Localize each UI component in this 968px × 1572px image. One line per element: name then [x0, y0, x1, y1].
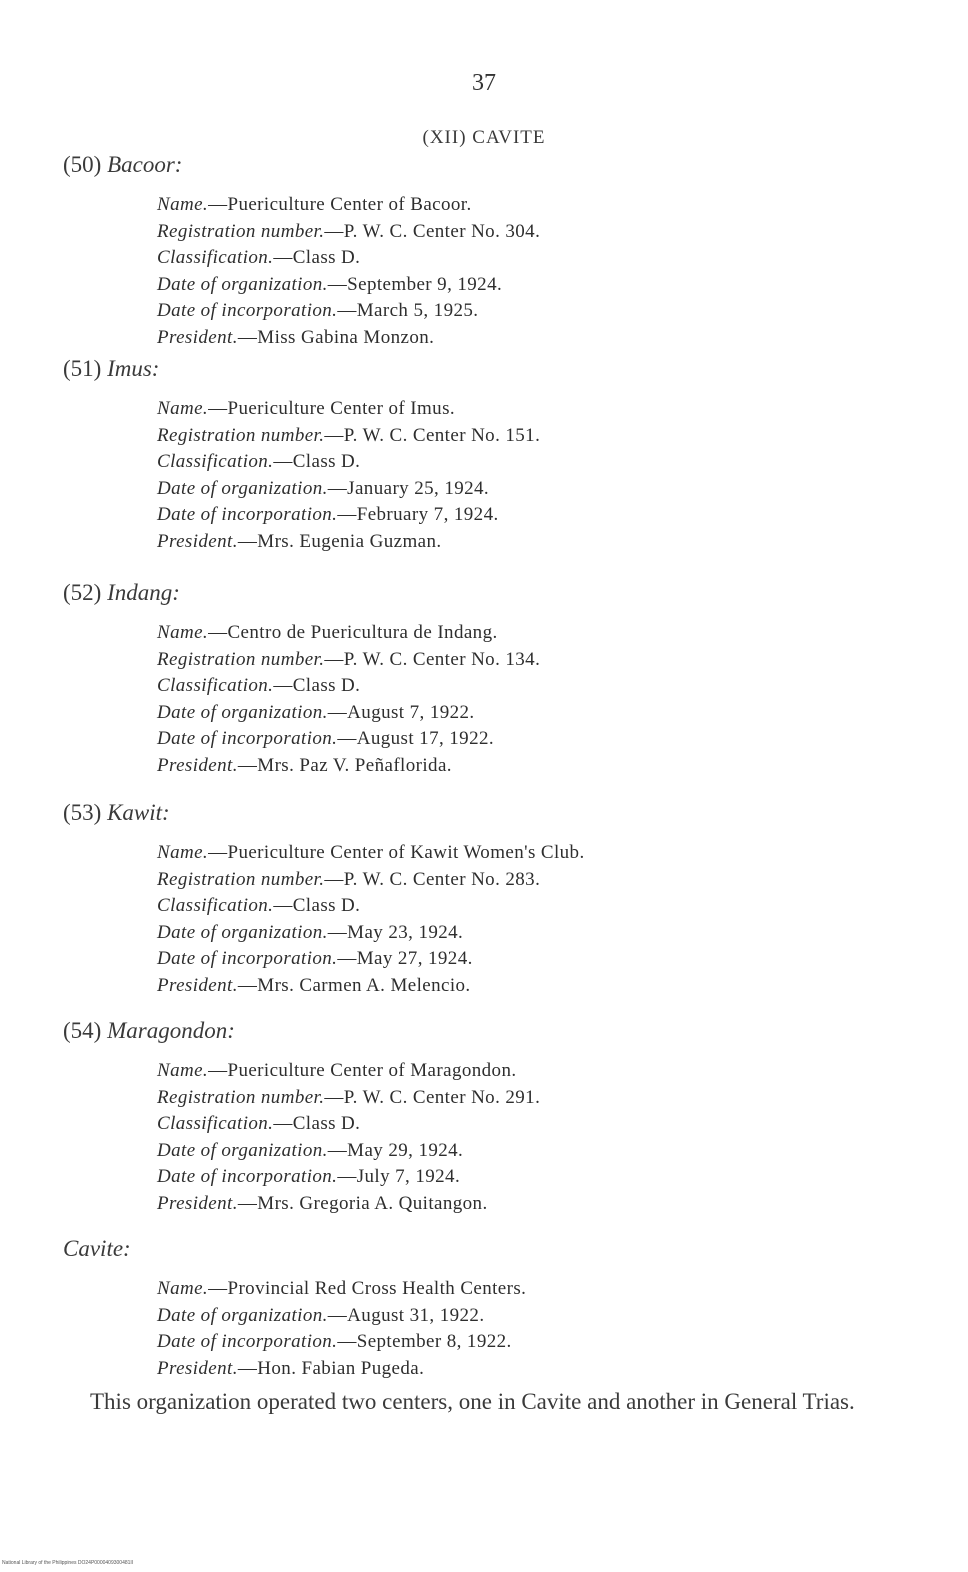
field-line	[157, 274, 502, 296]
field-label: President.	[157, 1192, 238, 1214]
field-line	[157, 398, 455, 420]
closing-paragraph	[62, 1386, 892, 1418]
field-label: Name.	[157, 398, 209, 419]
field-value: —P. W. C. Center No. 304.	[324, 220, 541, 242]
field-line	[157, 1358, 424, 1380]
field-label: Classification.	[157, 451, 274, 472]
field-label: Date of organization.	[157, 921, 328, 943]
field-value: —March 5, 1925.	[337, 300, 479, 321]
field-line	[157, 1060, 517, 1082]
field-label: President.	[157, 754, 238, 776]
field-line	[157, 842, 585, 864]
field-label: Registration number.	[157, 648, 325, 670]
field-value: —Puericulture Center of Kawit Women's Club.	[208, 842, 585, 863]
field-line	[157, 702, 475, 724]
field-value: —September 8, 1922.	[337, 1331, 512, 1352]
field-value: —P. W. C. Center No. 134.	[324, 648, 541, 670]
field-label: Name.	[157, 1060, 209, 1081]
field-label: Classification.	[157, 247, 274, 268]
field-label: Date of incorporation.	[157, 504, 338, 525]
field-value: —Class D.	[273, 247, 361, 268]
field-value: —Class D.	[273, 1113, 361, 1134]
field-value: —P. W. C. Center No. 151.	[324, 424, 541, 446]
field-label: President.	[157, 326, 238, 348]
entry-number: (53)	[63, 800, 102, 825]
field-label: Date of incorporation.	[157, 1166, 338, 1187]
field-value: —Class D.	[273, 451, 361, 472]
field-label: Date of incorporation.	[157, 728, 338, 749]
field-value: —Puericulture Center of Bacoor.	[208, 194, 472, 215]
field-label: Date of incorporation.	[157, 1331, 338, 1352]
field-value: —Mrs. Eugenia Guzman.	[237, 530, 442, 552]
field-label: Classification.	[157, 1113, 274, 1134]
field-label: Name.	[157, 842, 209, 863]
field-value: —Mrs. Carmen A. Melencio.	[237, 974, 471, 996]
field-label: Date of organization.	[157, 477, 328, 499]
field-value: —Centro de Puericultura de Indang.	[208, 622, 498, 643]
field-label: Registration number.	[157, 868, 325, 890]
field-line	[157, 247, 360, 269]
field-value: —Class D.	[273, 895, 361, 916]
field-label: Date of organization.	[157, 701, 328, 723]
field-line	[157, 622, 498, 644]
field-value: —May 29, 1924.	[327, 1139, 464, 1161]
field-line	[157, 425, 540, 447]
entry-heading	[63, 1018, 235, 1044]
entry-place: Kawit:	[107, 800, 170, 825]
field-line	[157, 221, 540, 243]
entry-place: Imus:	[107, 356, 160, 381]
field-line	[157, 1305, 484, 1327]
field-line	[157, 895, 360, 917]
field-value: —Mrs. Gregoria A. Quitangon.	[237, 1192, 488, 1214]
field-line	[157, 504, 499, 526]
field-label: Name.	[157, 194, 209, 215]
field-line	[157, 1331, 512, 1353]
field-value: —Puericulture Center of Imus.	[208, 398, 456, 419]
field-value: —January 25, 1924.	[327, 477, 490, 499]
field-line	[157, 675, 360, 697]
entry-place: Cavite:	[63, 1236, 131, 1261]
field-line	[157, 975, 471, 997]
entry-heading	[63, 800, 170, 826]
field-label: President.	[157, 1357, 238, 1379]
field-value: —August 31, 1922.	[327, 1304, 485, 1326]
field-value: —Puericulture Center of Maragondon.	[208, 1060, 517, 1081]
field-value: —February 7, 1924.	[337, 504, 499, 525]
field-label: Registration number.	[157, 1086, 325, 1108]
field-label: Date of organization.	[157, 273, 328, 295]
field-line	[157, 922, 463, 944]
field-line	[157, 1278, 526, 1300]
entry-place: Bacoor:	[107, 152, 183, 177]
entry-number: (54)	[63, 1018, 102, 1043]
entry-heading	[63, 356, 159, 382]
section-title: (XII) CAVITE	[422, 127, 546, 148]
entry-heading	[63, 1236, 131, 1262]
field-label: Date of organization.	[157, 1304, 328, 1326]
entry-number: (52)	[63, 580, 102, 605]
field-label: Date of incorporation.	[157, 948, 338, 969]
field-value: —September 9, 1924.	[327, 273, 503, 295]
field-value: —Miss Gabina Monzon.	[237, 326, 435, 348]
field-label: Date of organization.	[157, 1139, 328, 1161]
page-number: 37	[472, 70, 496, 96]
closing-text: This organization operated two centers, one in Cavite and another in General Trias.	[90, 1389, 855, 1414]
entry-place: Maragondon:	[107, 1018, 235, 1043]
field-value: —August 7, 1922.	[327, 701, 475, 723]
field-value: —August 17, 1922.	[337, 728, 495, 749]
field-label: Name.	[157, 1278, 209, 1299]
field-line	[157, 728, 494, 750]
entry-place: Indang:	[107, 580, 180, 605]
field-label: Date of incorporation.	[157, 300, 338, 321]
field-line	[157, 300, 478, 322]
field-label: Registration number.	[157, 424, 325, 446]
footer-note: National Library of the Philippines DO24P0000409300481II	[2, 1560, 134, 1566]
field-line	[157, 194, 472, 216]
field-line	[157, 649, 540, 671]
field-value: —Hon. Fabian Pugeda.	[237, 1357, 425, 1379]
field-value: —July 7, 1924.	[337, 1166, 461, 1187]
field-line	[157, 1166, 460, 1188]
field-line	[157, 1113, 360, 1135]
field-line	[157, 478, 489, 500]
field-value: —Provincial Red Cross Health Centers.	[208, 1278, 527, 1299]
field-label: Classification.	[157, 675, 274, 696]
field-value: —P. W. C. Center No. 291.	[324, 1086, 541, 1108]
entry-heading	[63, 580, 180, 606]
entry-number: (51)	[63, 356, 102, 381]
field-label: President.	[157, 530, 238, 552]
field-line	[157, 1140, 463, 1162]
field-value: —Mrs. Paz V. Peñaflorida.	[237, 754, 452, 776]
field-line	[157, 1087, 540, 1109]
field-line	[157, 451, 360, 473]
field-label: Classification.	[157, 895, 274, 916]
field-value: —P. W. C. Center No. 283.	[324, 868, 541, 890]
field-line	[157, 1193, 488, 1215]
field-label: Registration number.	[157, 220, 325, 242]
field-value: —Class D.	[273, 675, 361, 696]
field-line	[157, 531, 442, 553]
field-label: Name.	[157, 622, 209, 643]
field-line	[157, 755, 452, 777]
entry-number: (50)	[63, 152, 102, 177]
field-value: —May 27, 1924.	[337, 948, 473, 969]
field-value: —May 23, 1924.	[327, 921, 464, 943]
field-label: President.	[157, 974, 238, 996]
field-line	[157, 327, 434, 349]
field-line	[157, 869, 540, 891]
field-line	[157, 948, 473, 970]
entry-heading	[63, 152, 182, 178]
